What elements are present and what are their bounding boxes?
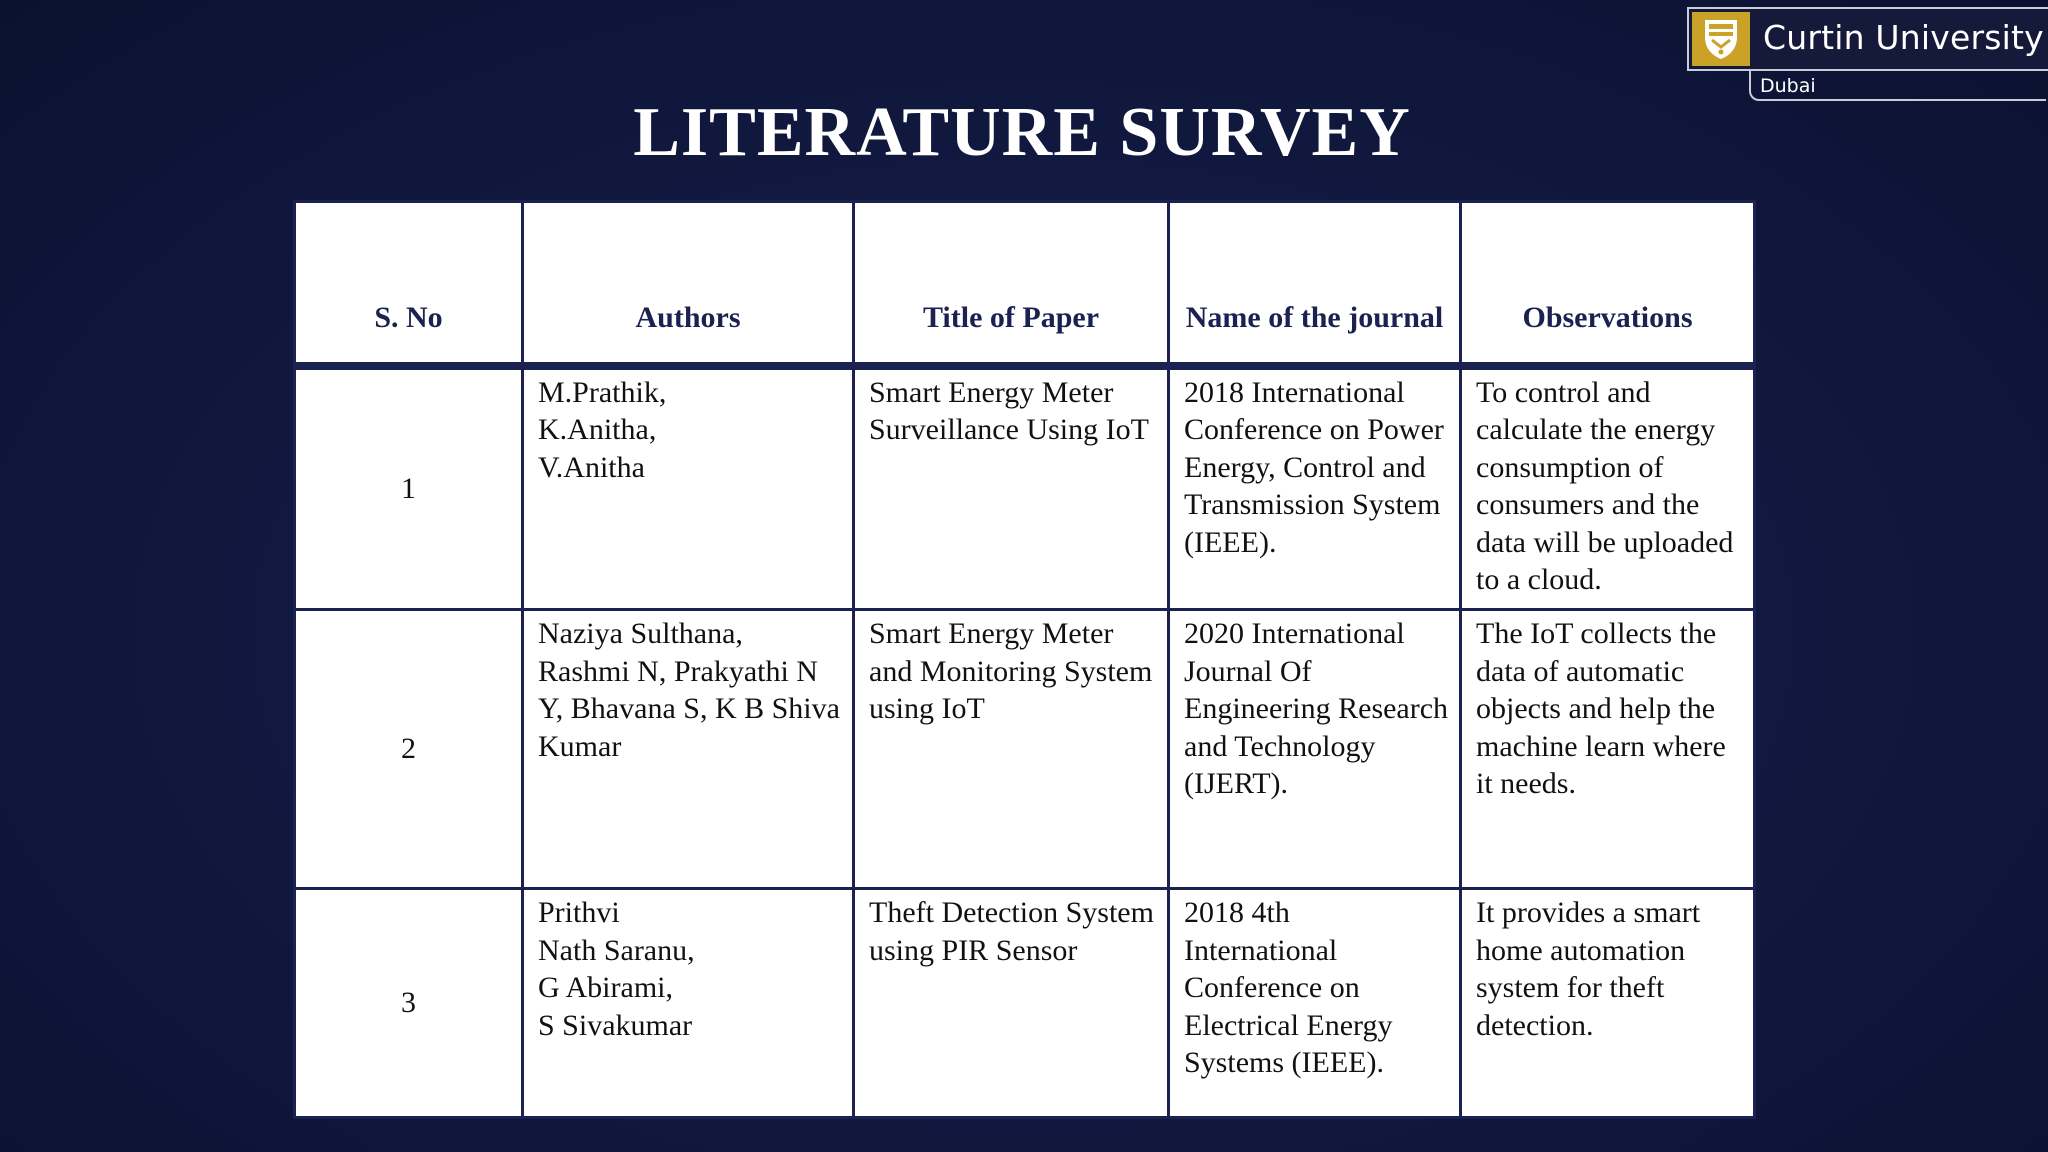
cell-sno: 2 [295, 610, 523, 889]
cell-authors: Naziya Sulthana, Rashmi N, Prakyathi N Y, Bhavana S, K B Shiva Kumar [523, 610, 854, 889]
cell-observations: To control and calculate the energy consumption of consumers and the data will be uploaded to a cloud. [1461, 366, 1755, 610]
logo-name: Curtin University [1763, 18, 2044, 57]
header-observations: Observations [1461, 202, 1755, 366]
literature-survey-table [293, 200, 1756, 1119]
cell-title: Smart Energy Meter Surveillance Using IoT [854, 366, 1169, 610]
table-row [295, 366, 1755, 610]
cell-authors: M.Prathik, K.Anitha, V.Anitha [523, 366, 854, 610]
cell-journal: 2018 International Conference on Power Energy, Control and Transmission System (IEEE). [1169, 366, 1461, 610]
crest-shield-icon [1701, 17, 1741, 61]
table-header-row [295, 202, 1755, 366]
header-sno: S. No [295, 202, 523, 366]
crest-icon [1692, 12, 1750, 66]
cell-journal: 2018 4th International Conference on Electrical Energy Systems (IEEE). [1169, 889, 1461, 1118]
cell-authors: Prithvi Nath Saranu, G Abirami, S Sivakumar [523, 889, 854, 1118]
slide-title: LITERATURE SURVEY [633, 94, 1411, 171]
header-journal: Name of the journal [1169, 202, 1461, 366]
cell-title: Theft Detection System using PIR Sensor [854, 889, 1169, 1118]
header-title: Title of Paper [854, 202, 1169, 366]
cell-title: Smart Energy Meter and Monitoring System using IoT [854, 610, 1169, 889]
university-logo [1687, 7, 2048, 102]
table-row [295, 889, 1755, 1118]
table-row [295, 610, 1755, 889]
cell-observations: The IoT collects the data of automatic objects and help the machine learn where it needs. [1461, 610, 1755, 889]
logo-frame [1687, 7, 2048, 71]
cell-journal: 2020 International Journal Of Engineering Research and Technology (IJERT). [1169, 610, 1461, 889]
cell-sno: 1 [295, 366, 523, 610]
logo-subtitle: Dubai [1760, 75, 1816, 97]
cell-observations: It provides a smart home automation system for theft detection. [1461, 889, 1755, 1118]
header-authors: Authors [523, 202, 854, 366]
cell-sno: 3 [295, 889, 523, 1118]
